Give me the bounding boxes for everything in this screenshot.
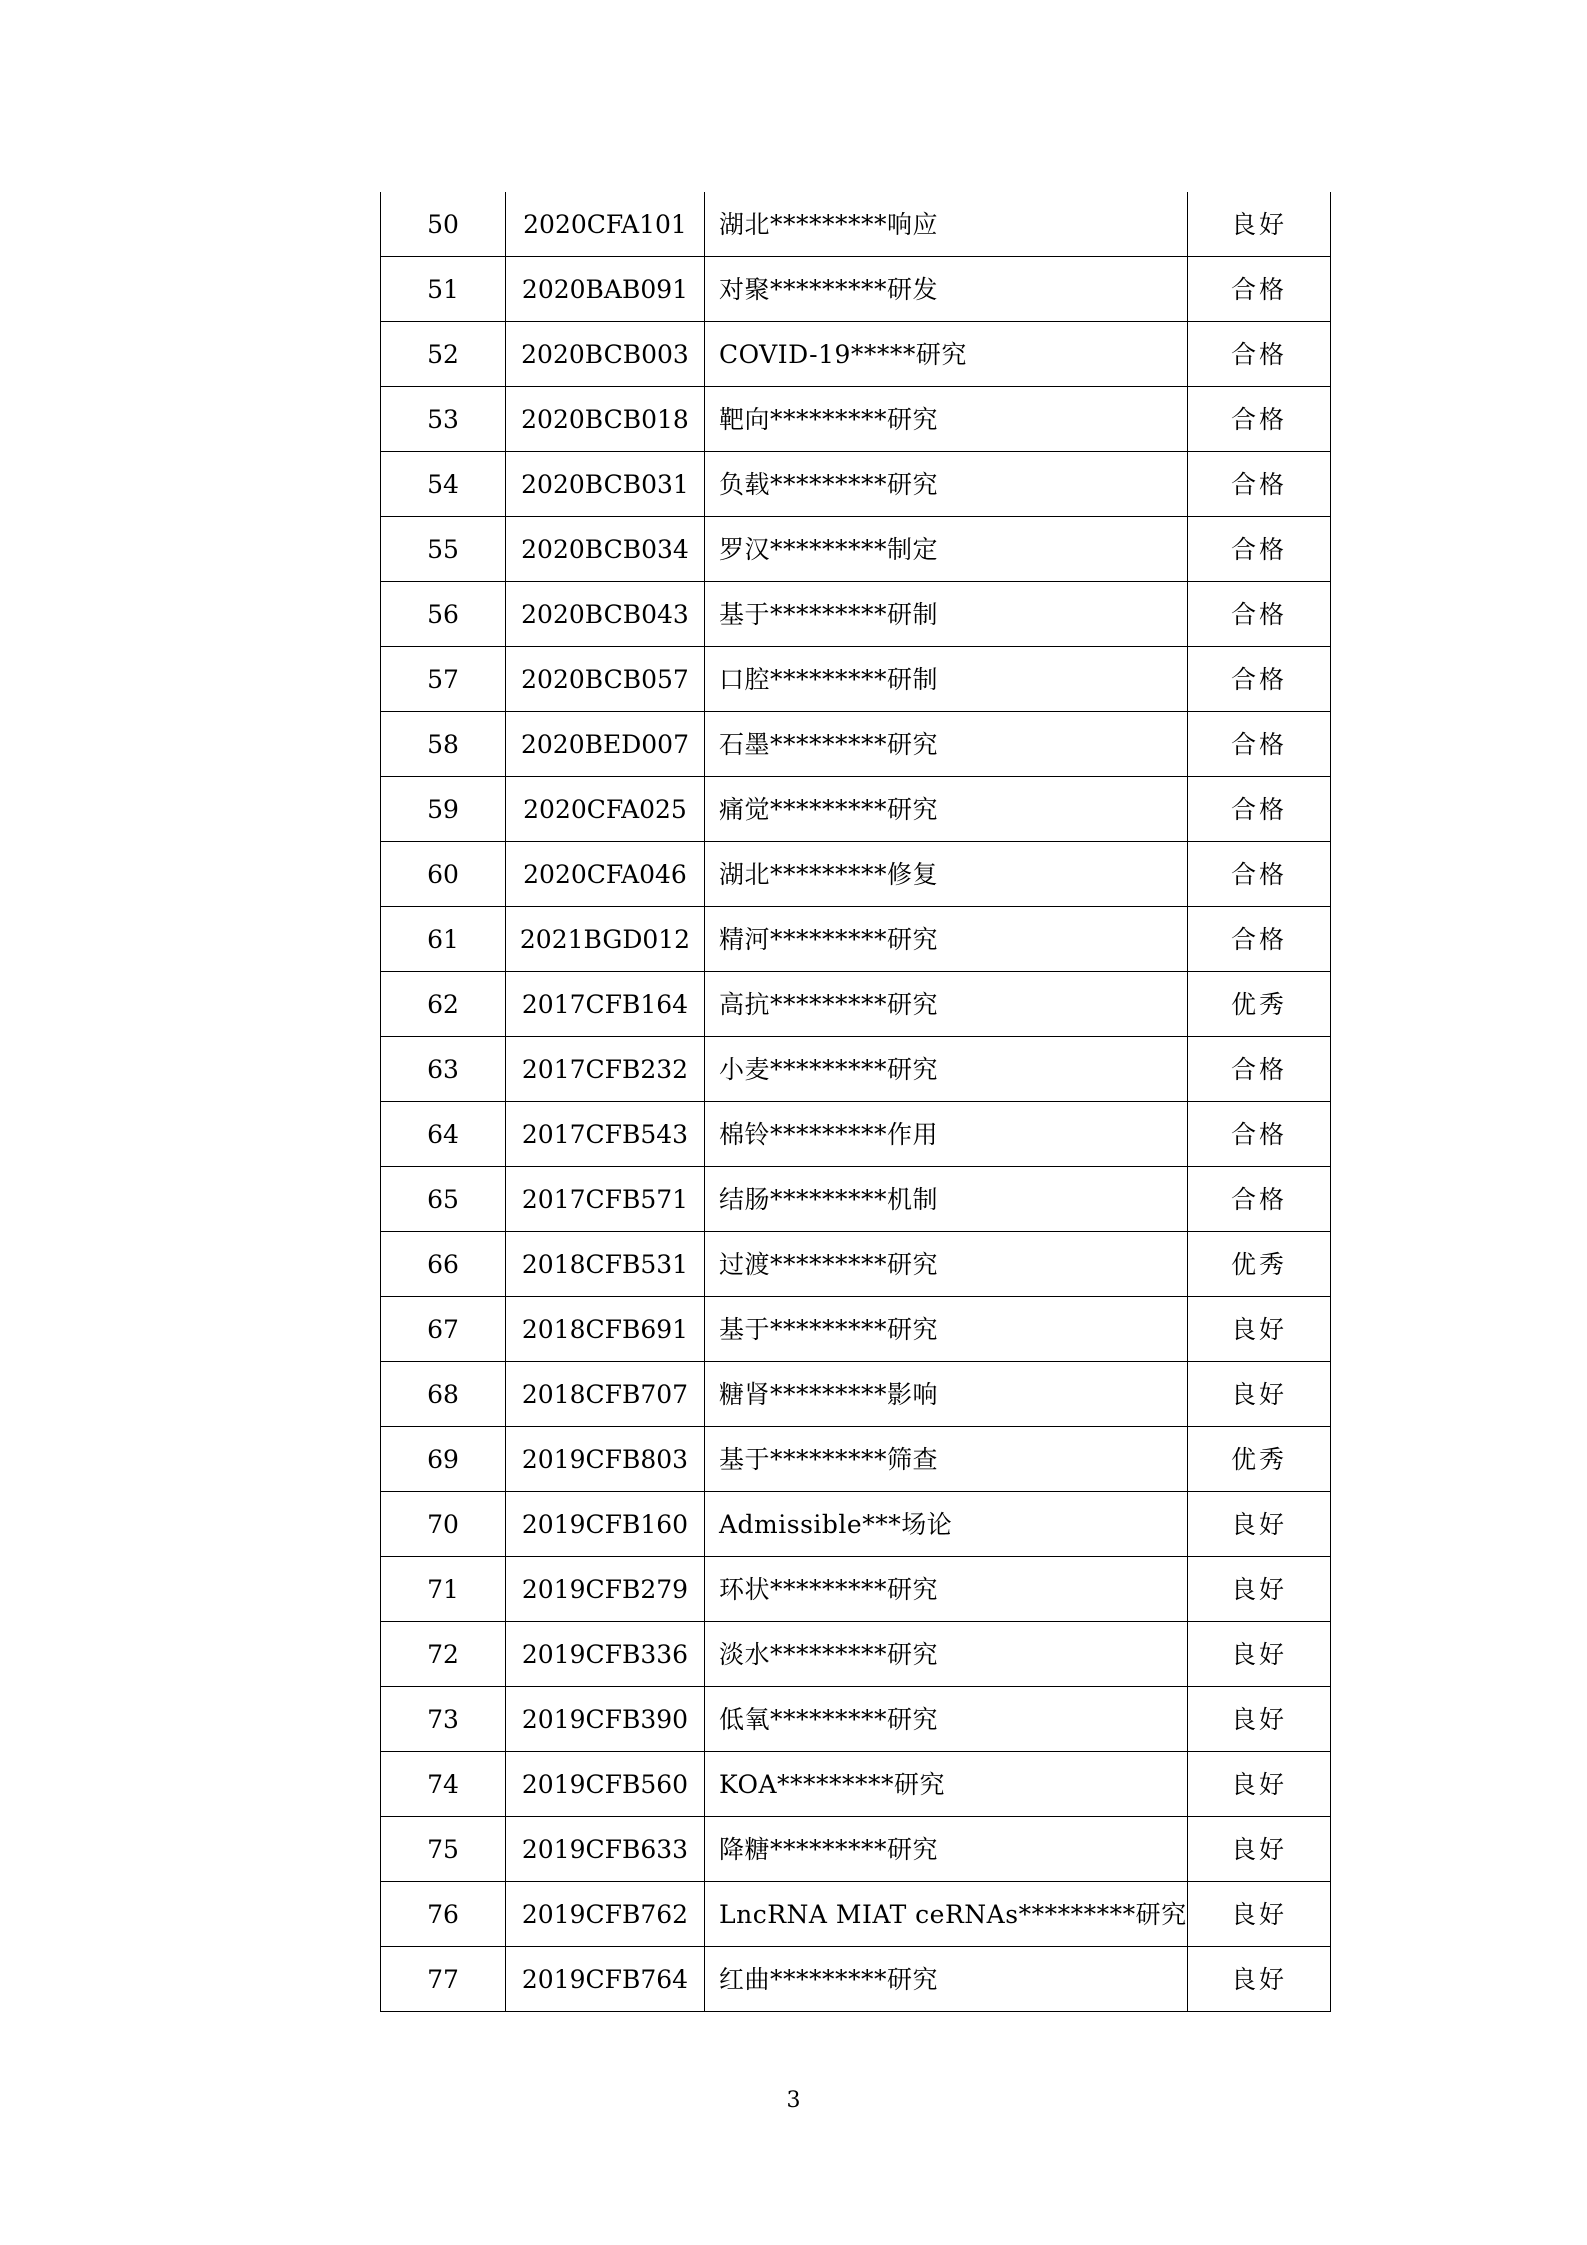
table-row	[381, 1492, 1331, 1557]
row-number-cell: 76	[381, 1882, 506, 1947]
project-id-cell: 2019CFB336	[506, 1622, 705, 1687]
grade-cell: 合格	[1188, 842, 1331, 907]
project-title-cell: 基于*********筛查	[705, 1427, 1188, 1492]
row-number-cell: 60	[381, 842, 506, 907]
grade-cell: 良好	[1188, 1297, 1331, 1362]
project-title-cell: 湖北*********修复	[705, 842, 1188, 907]
project-id-cell: 2019CFB560	[506, 1752, 705, 1817]
page-number: 3	[786, 2088, 801, 2113]
table-row	[381, 452, 1331, 517]
grade-cell: 优秀	[1188, 1427, 1331, 1492]
project-title-cell: 淡水*********研究	[705, 1622, 1188, 1687]
project-title-cell: COVID-19*****研究	[705, 322, 1188, 387]
grade-cell: 合格	[1188, 1167, 1331, 1232]
table-row	[381, 582, 1331, 647]
row-number-cell: 51	[381, 257, 506, 322]
grade-cell: 良好	[1188, 1882, 1331, 1947]
row-number-cell: 58	[381, 712, 506, 777]
table-row	[381, 1687, 1331, 1752]
project-title-cell: Admissible***场论	[705, 1492, 1188, 1557]
grade-cell: 合格	[1188, 387, 1331, 452]
grade-cell: 合格	[1188, 777, 1331, 842]
project-title-cell: 低氧*********研究	[705, 1687, 1188, 1752]
table-row	[381, 777, 1331, 842]
table-row	[381, 1557, 1331, 1622]
table-row	[381, 712, 1331, 777]
project-title-cell: 基于*********研究	[705, 1297, 1188, 1362]
project-id-cell: 2020CFA101	[506, 192, 705, 257]
project-id-cell: 2020BCB018	[506, 387, 705, 452]
table-row	[381, 387, 1331, 452]
row-number-cell: 61	[381, 907, 506, 972]
table-row	[381, 257, 1331, 322]
row-number-cell: 69	[381, 1427, 506, 1492]
row-number-cell: 68	[381, 1362, 506, 1427]
project-id-cell: 2020BCB003	[506, 322, 705, 387]
table-row	[381, 842, 1331, 907]
project-id-cell: 2020CFA025	[506, 777, 705, 842]
grade-cell: 合格	[1188, 1037, 1331, 1102]
project-title-cell: 红曲*********研究	[705, 1947, 1188, 2012]
row-number-cell: 64	[381, 1102, 506, 1167]
grade-cell: 合格	[1188, 322, 1331, 387]
grade-cell: 良好	[1188, 1817, 1331, 1882]
row-number-cell: 72	[381, 1622, 506, 1687]
project-title-cell: 口腔*********研制	[705, 647, 1188, 712]
grade-cell: 合格	[1188, 1102, 1331, 1167]
row-number-cell: 59	[381, 777, 506, 842]
project-id-cell: 2017CFB571	[506, 1167, 705, 1232]
project-title-cell: 基于*********研制	[705, 582, 1188, 647]
table-row	[381, 907, 1331, 972]
project-id-cell: 2020BCB031	[506, 452, 705, 517]
grade-cell: 合格	[1188, 452, 1331, 517]
grade-cell: 良好	[1188, 1492, 1331, 1557]
project-id-cell: 2019CFB279	[506, 1557, 705, 1622]
project-title-cell: 精河*********研究	[705, 907, 1188, 972]
project-id-cell: 2020BAB091	[506, 257, 705, 322]
grade-cell: 合格	[1188, 582, 1331, 647]
table-row	[381, 1427, 1331, 1492]
project-title-cell: 结肠*********机制	[705, 1167, 1188, 1232]
table-body	[381, 192, 1331, 2012]
project-id-cell: 2017CFB164	[506, 972, 705, 1037]
row-number-cell: 67	[381, 1297, 506, 1362]
grade-cell: 良好	[1188, 1947, 1331, 2012]
project-title-cell: 环状*********研究	[705, 1557, 1188, 1622]
table-row	[381, 322, 1331, 387]
row-number-cell: 74	[381, 1752, 506, 1817]
row-number-cell: 63	[381, 1037, 506, 1102]
table-row	[381, 517, 1331, 582]
table-row	[381, 1102, 1331, 1167]
grade-cell: 优秀	[1188, 1232, 1331, 1297]
table-row	[381, 1947, 1331, 2012]
project-id-cell: 2019CFB390	[506, 1687, 705, 1752]
row-number-cell: 50	[381, 192, 506, 257]
project-id-cell: 2018CFB707	[506, 1362, 705, 1427]
project-title-cell: 过渡*********研究	[705, 1232, 1188, 1297]
table-row	[381, 192, 1331, 257]
table-row	[381, 1622, 1331, 1687]
project-title-cell: 靶向*********研究	[705, 387, 1188, 452]
grade-cell: 合格	[1188, 257, 1331, 322]
project-title-cell: LncRNA MIAT ceRNAs*********研究	[705, 1882, 1188, 1947]
row-number-cell: 57	[381, 647, 506, 712]
project-id-cell: 2020CFA046	[506, 842, 705, 907]
project-id-cell: 2019CFB803	[506, 1427, 705, 1492]
project-id-cell: 2019CFB764	[506, 1947, 705, 2012]
table-row	[381, 1362, 1331, 1427]
project-id-cell: 2019CFB160	[506, 1492, 705, 1557]
project-id-cell: 2021BGD012	[506, 907, 705, 972]
table-row	[381, 1167, 1331, 1232]
project-title-cell: KOA*********研究	[705, 1752, 1188, 1817]
row-number-cell: 73	[381, 1687, 506, 1752]
row-number-cell: 54	[381, 452, 506, 517]
project-title-cell: 痛觉*********研究	[705, 777, 1188, 842]
project-title-cell: 降糖*********研究	[705, 1817, 1188, 1882]
project-id-cell: 2018CFB531	[506, 1232, 705, 1297]
table-row	[381, 1232, 1331, 1297]
row-number-cell: 66	[381, 1232, 506, 1297]
table-row	[381, 1817, 1331, 1882]
row-number-cell: 75	[381, 1817, 506, 1882]
grade-cell: 合格	[1188, 907, 1331, 972]
project-id-cell: 2020BCB057	[506, 647, 705, 712]
project-title-cell: 负载*********研究	[705, 452, 1188, 517]
row-number-cell: 62	[381, 972, 506, 1037]
grade-cell: 良好	[1188, 1687, 1331, 1752]
table-row	[381, 1297, 1331, 1362]
row-number-cell: 77	[381, 1947, 506, 2012]
project-title-cell: 棉铃*********作用	[705, 1102, 1188, 1167]
grade-cell: 合格	[1188, 712, 1331, 777]
project-title-cell: 罗汉*********制定	[705, 517, 1188, 582]
project-title-cell: 高抗*********研究	[705, 972, 1188, 1037]
project-id-cell: 2018CFB691	[506, 1297, 705, 1362]
row-number-cell: 70	[381, 1492, 506, 1557]
grade-cell: 良好	[1188, 1362, 1331, 1427]
project-results-table	[380, 192, 1331, 2012]
table-row	[381, 1037, 1331, 1102]
project-id-cell: 2020BCB043	[506, 582, 705, 647]
row-number-cell: 52	[381, 322, 506, 387]
project-id-cell: 2017CFB543	[506, 1102, 705, 1167]
table-row	[381, 972, 1331, 1037]
row-number-cell: 56	[381, 582, 506, 647]
project-id-cell: 2019CFB633	[506, 1817, 705, 1882]
grade-cell: 合格	[1188, 647, 1331, 712]
table-row	[381, 1752, 1331, 1817]
project-title-cell: 石墨*********研究	[705, 712, 1188, 777]
table-row	[381, 647, 1331, 712]
grade-cell: 良好	[1188, 192, 1331, 257]
project-title-cell: 糖肾*********影响	[705, 1362, 1188, 1427]
row-number-cell: 65	[381, 1167, 506, 1232]
project-title-cell: 对聚*********研发	[705, 257, 1188, 322]
row-number-cell: 71	[381, 1557, 506, 1622]
project-title-cell: 湖北*********响应	[705, 192, 1188, 257]
grade-cell: 合格	[1188, 517, 1331, 582]
project-id-cell: 2020BCB034	[506, 517, 705, 582]
project-id-cell: 2019CFB762	[506, 1882, 705, 1947]
grade-cell: 优秀	[1188, 972, 1331, 1037]
grade-cell: 良好	[1188, 1622, 1331, 1687]
grade-cell: 良好	[1188, 1557, 1331, 1622]
row-number-cell: 53	[381, 387, 506, 452]
grade-cell: 良好	[1188, 1752, 1331, 1817]
row-number-cell: 55	[381, 517, 506, 582]
project-title-cell: 小麦*********研究	[705, 1037, 1188, 1102]
project-id-cell: 2020BED007	[506, 712, 705, 777]
project-id-cell: 2017CFB232	[506, 1037, 705, 1102]
table-row	[381, 1882, 1331, 1947]
